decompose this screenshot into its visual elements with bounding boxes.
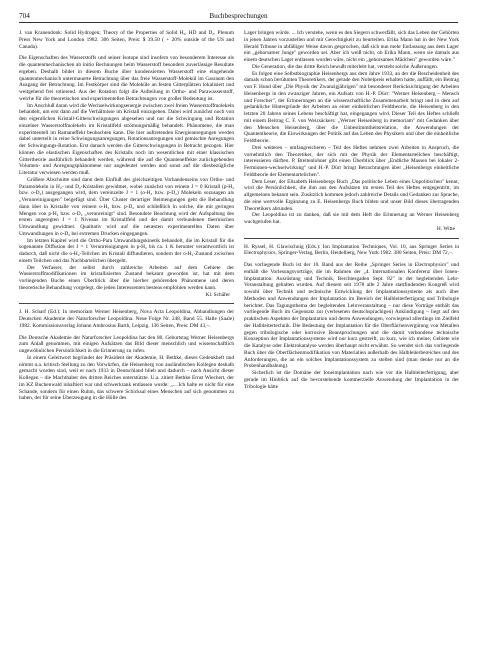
review-paragraph: Lager bringen würde. ... Ich verstehe, wenn es den Siegern schwerfällt, sich das Leben der Gehörten in jenen Jahren vorzustellen und mit Gerechtigkeit zu beurteilen. Erika Mann hat in der New York Herald Tribune in abfälliger Weise davon gesprochen, daß sich nun mehr Entlassung aus dem Lager ein „gehorsamer Junge" geworden sei. Aber ich weiß nicht, ob Erika Mann, wenn sie damals aus einem deutschen Lager entlassen worden wäre, nicht ein „gehorsames Mädchen" geworden wäre." (244, 30, 459, 63)
review-paragraph: Größere Abschnitte sind dann dem Einfluß des gleichzeitigen Vorhandenseins von Ortho- und Paramolekeln in H₂- und D₂-Kristallen gewidmet, wobei zunächst von reinem J = 0 Kristall (p-H₂ bzw. o-D₂) ausgegangen wird, dem vereinzelte J = 1 (o-H₂ bzw. p-D₂) Molekeln sozusagen als „Verunreinigungen" beigefügt sind. Über Cluster derartiger Beimengungen geht die Behandlung dann über in Kristalle von reinem o-H₂ bzw. p-D₂ und schließlich in solche, die mit geringen Mengen von p-H₂ bzw. o-D₂ „verunreinigt" sind. Besondere Beachtung wird der Aufspaltung des ersten angeregten J = 1 Niveaus im Kristallfeld und der damit verbundenen thermischen Umwandlung gewidmet. Qualitativ wird auf die neuesten experimentellen Daten über Umwandlungen in o-D₂ bei extremen Drucken eingegangen. (19, 176, 234, 237)
reviewer-signature: Kl. Schäfer (205, 291, 230, 298)
review-paragraph: Das vorliegende Buch ist der 10. Band aus der Reihe „Springer Series in Electrophysics" und enthält die Vorlesungsvorträge, die im Rahmen der „4. Internationalen Konferenz über Ionen-Implantation: Ausrüstung und Technik, Berchtesgaden Sept. 82" in der begleitenden Lehr-Veranstaltung gehalten wurden. Auf diesem seit 1978 alle 2 Jahre stattfindenden Kongreß wird sowohl über Technik und technische Entwicklung der Implantationssysteme als auch über Methoden und Anwendungen der Implantation im Bereich der Halbleiterfertigung und Tribologie berichtet. Das Tagungsthema der begleitenden Lehrveranstaltung – nur diese Vorträge enthält das vorliegende Buch im Gegensatz zur (verlesenen deutschsprachigen) Ankündigung – liegt auf den praktischen Aspekten der Implantation und deren Anwendungen, vorwiegend allerdings im Zielfeld der Halbleitertechnik. Die Bedeutung der Implantation für die Oberflächenvergütung von Metallen gegen tribologische oder korrosive Beanspruchungen und die damit verbundene technische Konzeption der Implantationssysteme wird nur kurz gestreift, zu kurz, wie ich meine; Gebiete wie die Katalyse oder Elektrokatalyse werden überhaupt nicht erwähnt. So wendet sich das vorliegende Buch über die Oberflächenmodifikation von Materialien außerhalb des Halbleiterbereiches und des Anforderungen, die an ein solches Implantationssystem zu stellen sind (man denke nur an die Probenhandhabung). (244, 262, 459, 370)
review-paragraph: Dem Leser, der Elisabeth Heisenbergs Buch „Das politische Leben eines Unpolitischen" kennt, wird die Persönlichkeit, die ihm aus den Aufsätzen im ersten Teil des Heftes entgegentritt, im allgemeinen bekannt sein. Zusätzlich kommen jedoch zahlreiche Details und Gedanken zur Sprache, die eine wertvolle Ergänzung zu E. Heisenbergs Buch bilden und unser Bild dieses überragenden Theoretikers abrunden. (244, 178, 460, 212)
review-separator (19, 303, 234, 304)
review-reference-kranendonk: J. van Kranendonk: Solid Hydrogen; Theory of the Properties of Solid H₂, HD and D₂. Plenum Press New York and London 1982. 306 Seiten, Preis: $ 39.50 ( + 20% outside of the US and Canada). (19, 30, 234, 50)
review-separator (244, 238, 459, 239)
review-paragraph: In einem Geleitwort begründet der Präsident der Akademie, H. Bethke, dieses Gedenkheft und nimmt u.a. kritisch Stellung zu den Vorwürfen, die Heisenberg von ausländischen Kollegen deshalb gemacht worden sind, weil er nach 1933 in Deutschland blieb und dadurch – nach Ansicht dieser Kollegen – die Machthaber des dritten Reiches unterstützte. U.a. zitiert Bethke Ernst Wiechert, der im KZ Buchenwald inhaftiert war und schwerkrank entlassen wurde: „... Ich halte es nicht für eine Schande, sondern für einen Ruhm, das schwere Schicksal eines Menschen auf sich genommen zu haben, der für seine Überzeugung in die Hölle des (19, 354, 234, 402)
page-number: 704 (19, 12, 30, 20)
review-paragraph: Die Deutsche Akademie der Naturforscher Leopoldina hat den 80. Geburtstag Werner Heisenbergs zum Anlaß genommen, mit einigen Aufsätzen das Bild dieser menschlich und wissenschaftlich ungewöhnlichen Persönlichkeit in die Erinnerung zu rufen. (19, 334, 234, 354)
review-paragraph: Der Leopoldina ist zu danken, daß sie mit dem Heft die Erinnerung an Werner Heisenberg wachgerufen hat. (244, 212, 459, 225)
left-column (19, 30, 234, 402)
review-paragraph: Die Eigenschaften des Wasserstoffs und seiner Isotope sind insofern von besonderem Interesse als die quantenmechanischen ab initio Rechnungen beim Wasserstoff besonders zuverlässige Resultate ergeben. Deshalb bildet in diesem Buche über kondensierten Wasserstoff eine eingehende quantenmechanisch untermauerte Betrachtung über das freie Wasserstoff-Molekül im Gasraum den Ausgang der Betrachtung. Im Festkörper sind die Moleküle an festen Gitterplätzen lokalisiert und weitgehend frei rotierend. Aus der Rotation folgt die Aufteilung in Ortho- und Parawasserstoff, welche für die theoretischen und experimentellen Betrachtungen von großer Bedeutung ist. (19, 55, 234, 102)
review-paragraph: Im Anschluß daran wird die Wechselwirkungsenergie zwischen zwei freien Wasserstoffmolekeln behandelt, um erst dann auf die Verhältnisse im Kristall einzugehen. Dabei wird zunächst noch von den eigentlichen Kristall-Gitterschwingungen abgesehen und nur die Schwingung und Rotation einzelner Wasserstoffmolekeln im Kristallfeld strömungsmäßig behandelt. Phänomene, die man experimentell im Ramaneffekt beobachten kann. Die hier auftretenden Energieanregungen werden dabei unterteilt in reine Schwingungsanregungen, Rotationsanregungen und gemischte Anregungen der Schwingungs-Rotation. Erst danach werden die Gitterschwingungen in Betracht gezogen. Hier können die elastischen Eigenschaften des Kristalls noch im wesentlichen mit einer klassischen Gittertheorie ausführlich behandelt werden, während die auf die Quanteneffekte zurückgehenden Volumen- und Anregungsphänomene nur angedeutet werden und sonst auf die diesbezügliche Literatur verwiesen werden muß. (19, 102, 234, 176)
header-rule (19, 22, 458, 23)
right-column (244, 30, 459, 390)
review-paragraph: Es folgen eine Selbstbiographie Heisenbergs aus dem Jahre 1933, an der die Bescheidenheit des damals schon berühmten Theoretikers, der gerade den Nobelpreis erhalten hatte, auffällt, ein Beitrag von F. Hund über „Die Physik der Zwanzigjährigen" mit besonderer Berücksichtigung der Arbeiten Heisenbergs in den zwanziger Jahren, ein Aufsatz von H.-P. Dürr: "Werner Heisenberg – Mensch und Forscher", der Erinnerungen an die wissenschaftliche Zusammenarbeit bringt und in dem auf gedankliche Hintergründe der Arbeiten an einer einheitlichen Feldtheorie, die Heisenberg in den letzten 20 Jahren seines Lebens beschäftigt hat, eingegangen wird. Dieser Teil des Heftes schließt mit einem Beitrag C. F. von Weizsäckers: „Werner Heisenberg in memoriam" mit Gedanken über den Menschen Heisenberg, über die Unbestimmtheitsrelation, die Anwendungen der Quantentheorie, die Einwirkungen der Politik auf das Leben des Physikers und über die einheitliche Feldtheorie. (244, 70, 459, 144)
review-reference-ryssel: H. Ryssel, H. Glawischnig (Eds.): Ion Implantation Techniques, Vol. 10, aus Springer Series in Electrophysics, Springer-Verlag, Berlin, Heidelberg, New York 1982. 380 Seiten, Preis: DM 72,–. (244, 243, 459, 257)
review-paragraph: Im letzten Kapitel wird die Ortho-Para Umwandlungskinetik behandelt, die im Kristall für die sogenannte Diffusion der J = 1 Verunreinigungen in p-H₂ bis ca. 1 K herunter verantwortlich ist dadurch, daß nicht die o-H₂-Teilchen im Kristall diffundieren, sondern der o-H₂-Zustand zwischen einem Teilchen und das Nachbarteilchen übergeht. (19, 237, 234, 264)
reviewer-signature: H. Witte (436, 225, 455, 232)
review-paragraph: Die Generation, die das dritte Reich bewußt miterlebt hat, versteht solche Äußerungen. (252, 63, 439, 70)
running-title: Buchbesprechungen (209, 12, 268, 20)
review-paragraph: Drei weiteren – umfangreicheren – Teil des Heftes nehmen zwei Arbeiten in Anspruch, die vornehmlich den Theoretiker, der sich mit der Physik der Elementarteilchen beschäftigt, interessieren dürften. P. Breitenlohner gibt einen Überblick über „Endliche Massen bei lokaler 2-Fermionen-wechselwirkung" und H.-P. Dürr bringt Betrachtungen über „Heisenbergs einheitliche Feldtheorie der Elementarteilchen". (244, 144, 459, 178)
review-reference-scharf: J. H. Scharf (Ed.): In memoriam Werner Heisenberg, Nova Acta Leopoldina, Abhandlungen der Deutschen Akademie der Naturforscher Leopoldina. Neue Folge Nr. 248, Band 55. Halle (Saale) 1982. Kommissionsverlag Johann Ambrosius Barth, Leipzig. 136 Seiten, Preis: DM 43,–. (19, 309, 234, 329)
review-paragraph: Sicherlich ist die Domäne der Ioneimplantation nach wie vor die Halbleiterfertigung, aber gerade im Hinblick auf die bevorstehende kommerzielle Anwendung der Implantation in der Tribologie hätte (244, 370, 459, 390)
review-paragraph: Der Verfasser, der selbst durch zahlreiche Arbeiten auf dem Gebiete der Wasserstoffmodifikationen im kristallisierten Zustand bekannt geworden ist, hat mit dem vorliegenden Buche einen Überblick über die hierher gehörenden Phänomene und deren theoretische Behandlung vorgelegt, die jeden Interessenten bestens empfohlen werden kann. (19, 264, 234, 291)
